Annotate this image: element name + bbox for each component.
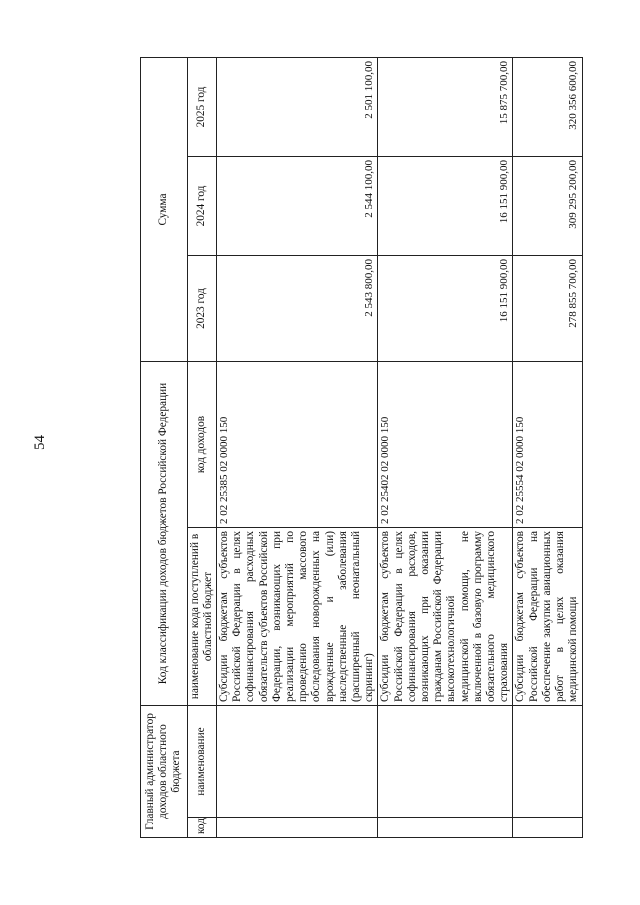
row-amount-2023: 2 543 800,00 bbox=[217, 256, 378, 362]
page-number: 54 bbox=[32, 435, 48, 450]
header-admin-group: Главный администратор доходов областного бюджета bbox=[141, 706, 188, 838]
row-admin-name bbox=[217, 706, 378, 818]
header-code: код bbox=[187, 818, 216, 838]
header-2023: 2023 год bbox=[187, 256, 216, 362]
table-row bbox=[513, 58, 582, 838]
row-income-code: 2 02 25385 02 0000 150 bbox=[217, 362, 378, 528]
header-2025: 2025 год bbox=[187, 58, 216, 157]
row-amount-2024: 2 544 100,00 bbox=[217, 157, 378, 256]
row-admin-code bbox=[513, 818, 582, 838]
row-admin-name bbox=[513, 706, 582, 818]
row-admin-name bbox=[378, 706, 513, 818]
row-amount-2023: 278 855 700,00 bbox=[513, 256, 582, 362]
table-row bbox=[378, 58, 513, 838]
row-description: Субсидии бюджетам субъектов Российской Федерации на обеспечение закупки авиационных работ в целях оказания медицинской помощи bbox=[513, 528, 582, 706]
row-description: Субсидии бюджетам субъектов Российской Федерации в целях софинансирования расходов, возникающих при оказании гражданам Российской Федерации высокотехнологичной медицинской помощи, не включенной в базовую программу обязательного медицинского страхования bbox=[378, 528, 513, 706]
row-amount-2024: 309 295 200,00 bbox=[513, 157, 582, 256]
header-classification-group: Код классификации доходов бюджетов Российской Федерации bbox=[141, 362, 188, 706]
header-receipt-name: наименование кода поступлений в областной бюджет bbox=[187, 528, 216, 706]
header-name: наименование bbox=[187, 706, 216, 818]
row-admin-code bbox=[217, 818, 378, 838]
row-income-code: 2 02 25402 02 0000 150 bbox=[378, 362, 513, 528]
rotated-table-container bbox=[140, 58, 580, 838]
row-amount-2024: 16 151 900,00 bbox=[378, 157, 513, 256]
row-amount-2023: 16 151 900,00 bbox=[378, 256, 513, 362]
row-income-code: 2 02 25554 02 0000 150 bbox=[513, 362, 582, 528]
income-table bbox=[140, 57, 583, 838]
header-2024: 2024 год bbox=[187, 157, 216, 256]
header-income-code: код доходов bbox=[187, 362, 216, 528]
table-row bbox=[217, 58, 378, 838]
row-amount-2025: 15 875 700,00 bbox=[378, 58, 513, 157]
row-amount-2025: 320 356 600,00 bbox=[513, 58, 582, 157]
row-amount-2025: 2 501 100,00 bbox=[217, 58, 378, 157]
row-admin-code bbox=[378, 818, 513, 838]
row-description: Субсидии бюджетам субъектов Российской Федерации в целях софинансирования расходных обязательств субъектов Российской Федерации, возникающих при реализации мероприятий по проведению массового обследования новорожденных на врожденные и (или) наследственные заболевания (расширенный неонатальный скрининг) bbox=[217, 528, 378, 706]
header-sum-group: Сумма bbox=[141, 58, 188, 362]
